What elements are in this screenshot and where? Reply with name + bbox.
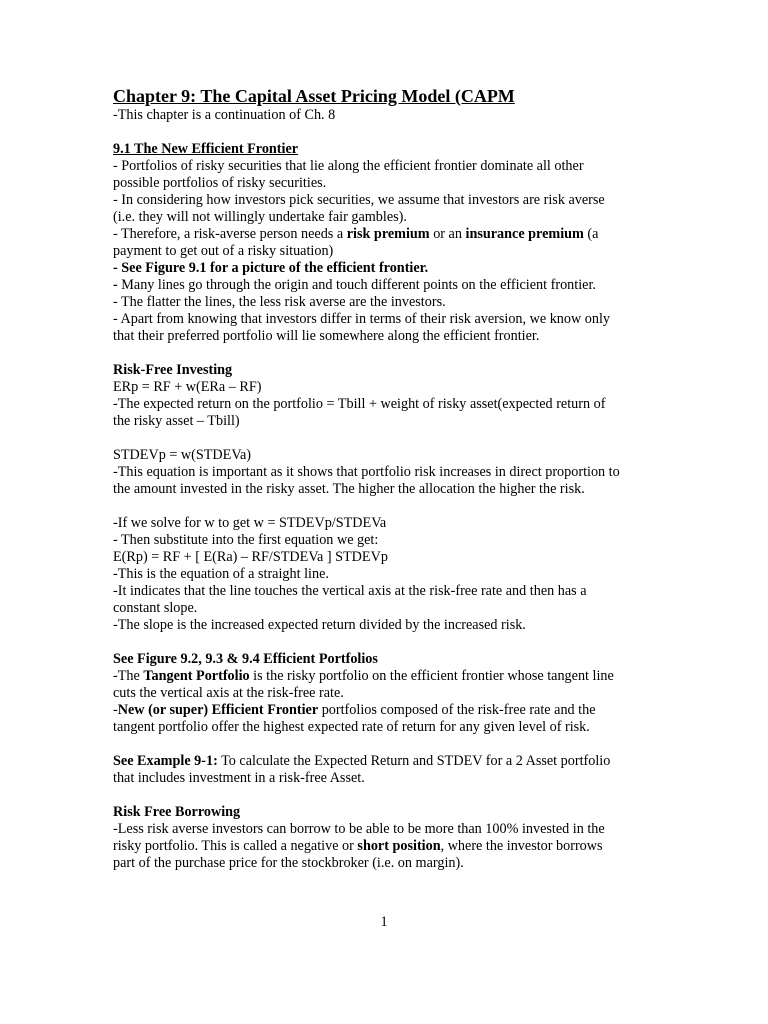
text-line: -The expected return on the portfolio = Tbill + weight of risky asset(expected return of — [113, 396, 606, 412]
text-line: cuts the vertical axis at the risk-free rate. — [113, 685, 344, 701]
text-line: possible portfolios of risky securities. — [113, 175, 327, 191]
bold-term-tangent-portfolio: Tangent Portfolio — [143, 668, 250, 684]
text-line: risky portfolio. This is called a negative or short position, where the investor borrows — [113, 838, 603, 854]
text-line: -The slope is the increased expected return divided by the increased risk. — [113, 617, 526, 633]
section-heading-risk-free-borrowing: Risk Free Borrowing — [113, 804, 241, 820]
section-heading-efficient-frontier: 9.1 The New Efficient Frontier — [113, 141, 299, 157]
bold-term-new-efficient-frontier: New (or super) Efficient Frontier — [117, 702, 319, 718]
text-line: - Apart from knowing that investors differ in terms of their risk aversion, we know only — [113, 311, 610, 327]
equation-line: E(Rp) = RF + [ E(Ra) – RF/STDEVa ] STDEVp — [113, 549, 388, 565]
text-line: -If we solve for w to get w = STDEVp/STDEVa — [113, 515, 387, 531]
text-line: - Many lines go through the origin and touch different points on the efficient frontier. — [113, 277, 596, 293]
document-body — [113, 85, 653, 872]
text-line: constant slope. — [113, 600, 198, 616]
text-line: -This equation is important as it shows that portfolio risk increases in direct proportion to — [113, 464, 620, 480]
bold-term-insurance-premium: insurance premium — [465, 226, 584, 242]
text-line: - Then substitute into the first equation we get: — [113, 532, 379, 548]
text-line: part of the purchase price for the stockbroker (i.e. on margin). — [113, 855, 464, 871]
bold-term-short-position: short position — [357, 838, 441, 854]
bold-term-risk-premium: risk premium — [346, 226, 430, 242]
text-line: -Less risk averse investors can borrow to be able to be more than 100% invested in the — [113, 821, 605, 837]
text-line: -New (or super) Efficient Frontier portfolios composed of the risk-free rate and the — [113, 702, 596, 718]
example-line: See Example 9-1: To calculate the Expected Return and STDEV for a 2 Asset portfolio — [113, 753, 611, 769]
text-line: tangent portfolio offer the highest expected rate of return for any given level of risk. — [113, 719, 590, 735]
equation-line: STDEVp = w(STDEVa) — [113, 447, 252, 463]
text-line: (i.e. they will not willingly undertake fair gambles). — [113, 209, 407, 225]
text-line: that includes investment in a risk-free Asset. — [113, 770, 365, 786]
text-line: - Therefore, a risk-averse person needs a risk premium or an insurance premium (a — [113, 226, 599, 242]
text-line: - Portfolios of risky securities that lie along the efficient frontier dominate all other — [113, 158, 584, 174]
text-line: -It indicates that the line touches the vertical axis at the risk-free rate and then has a — [113, 583, 587, 599]
text-line: - The flatter the lines, the less risk averse are the investors. — [113, 294, 446, 310]
text-line: -This is the equation of a straight line. — [113, 566, 329, 582]
text-line: -The Tangent Portfolio is the risky portfolio on the efficient frontier whose tangent line — [113, 668, 614, 684]
text-line: that their preferred portfolio will lie somewhere along the efficient frontier. — [113, 328, 540, 344]
page-number: 1 — [380, 914, 388, 930]
bold-term-example: See Example 9-1: — [113, 753, 218, 769]
text-line: - See Figure 9.1 for a picture of the efficient frontier. — [113, 260, 429, 276]
text-line: payment to get out of a risky situation) — [113, 243, 334, 259]
page-title: Chapter 9: The Capital Asset Pricing Model (CAPM — [113, 86, 515, 106]
text-line: the risky asset – Tbill) — [113, 413, 240, 429]
text-line: - In considering how investors pick securities, we assume that investors are risk averse — [113, 192, 605, 208]
equation-line: ERp = RF + w(ERa – RF) — [113, 379, 262, 395]
section-heading-risk-free-investing: Risk-Free Investing — [113, 362, 233, 378]
text-line: the amount invested in the risky asset. The higher the allocation the higher the risk. — [113, 481, 585, 497]
section-heading-efficient-portfolios: See Figure 9.2, 9.3 & 9.4 Efficient Portfolios — [113, 651, 378, 667]
intro-line: -This chapter is a continuation of Ch. 8 — [113, 107, 336, 123]
